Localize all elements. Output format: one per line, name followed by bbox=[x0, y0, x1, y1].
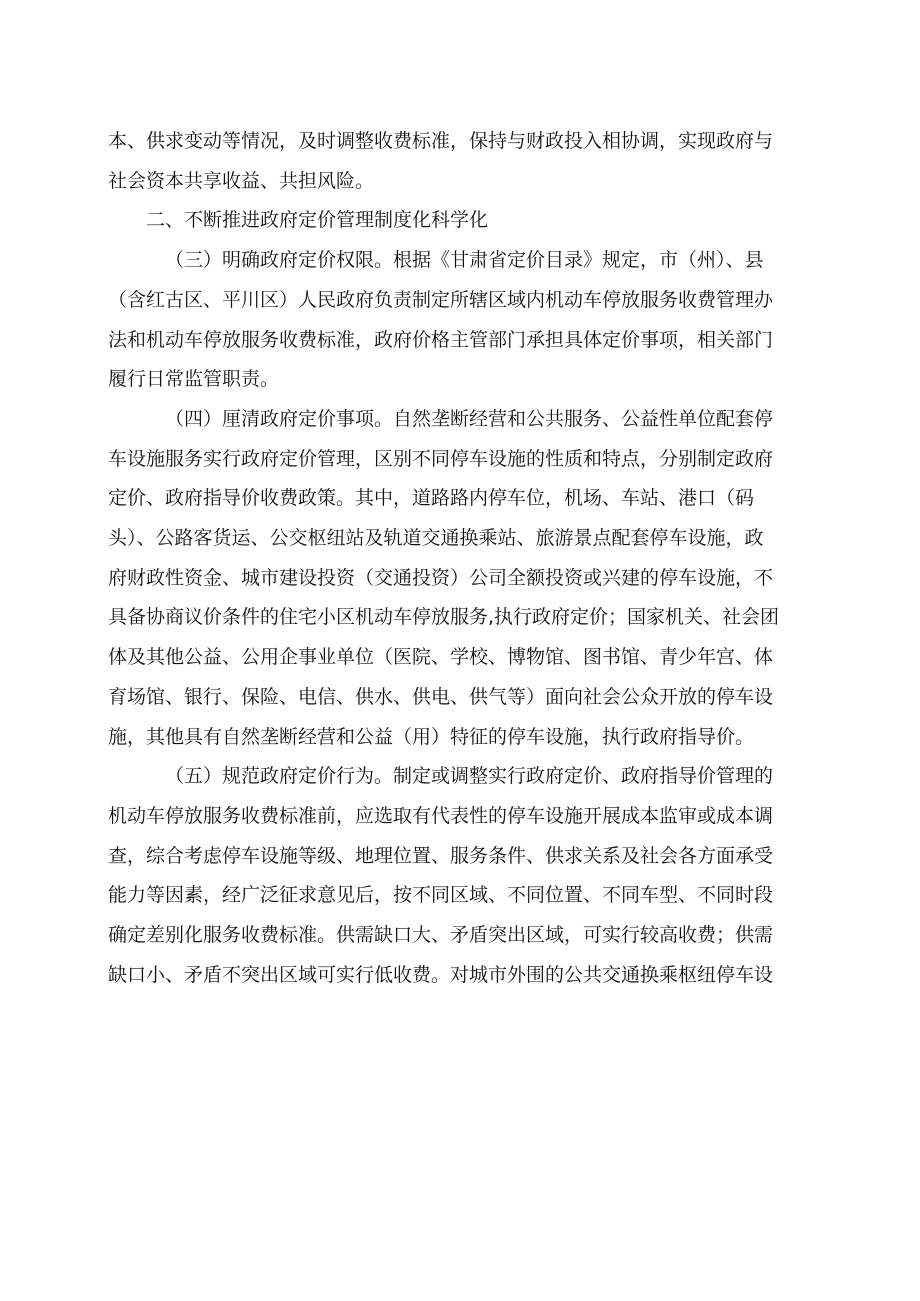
text-line: 头）、公路客货运、公交枢纽站及轨道交通换乘站、旅游景点配套停车设施，政 bbox=[108, 527, 764, 550]
text-line: 社会资本共享收益、共担风险。 bbox=[108, 169, 375, 192]
paragraph-item-4 bbox=[108, 400, 813, 757]
paragraph-item-3 bbox=[108, 241, 813, 400]
text-line: 查，综合考虑停车设施等级、地理位置、服务条件、供求关系及社会各方面承受 bbox=[108, 844, 774, 867]
text-line: 法和机动车停放服务收费标准，政府价格主管部门承担具体定价事项，相关部门 bbox=[108, 328, 774, 351]
text-line: 府财政性资金、城市建设投资（交通投资）公司全额投资或兴建的停车设施，不 bbox=[108, 566, 774, 589]
text-line: （三）明确政府定价权限。根据《甘肃省定价目录》规定，市（州）、县 bbox=[165, 249, 764, 272]
text-line: 缺口小、矛盾不突出区域可实行低收费。对城市外围的公共交通换乘枢纽停车设 bbox=[108, 963, 774, 986]
text-line: 确定差别化服务收费标准。供需缺口大、矛盾突出区域，可实行较高收费；供需 bbox=[108, 924, 774, 947]
text-line: （含红古区、平川区）人民政府负责制定所辖区域内机动车停放服务收费管理办 bbox=[108, 288, 774, 311]
text-line: 具备协商议价条件的住宅小区机动车停放服务,执行政府定价；国家机关、社会团 bbox=[108, 606, 780, 629]
text-line: 施，其他具有自然垄断经营和公益（用）特征的停车设施，执行政府指导价。 bbox=[108, 725, 755, 748]
text-line: （五）规范政府定价行为。制定或调整实行政府定价、政府指导价管理的 bbox=[165, 765, 774, 788]
text-line: 定价、政府指导价收费政策。其中，道路路内停车位，机场、车站、港口（码 bbox=[108, 487, 755, 510]
paragraph-continuation bbox=[108, 122, 813, 201]
paragraph-item-5 bbox=[108, 757, 813, 995]
text-line: 车设施服务实行政府定价管理，区别不同停车设施的性质和特点，分别制定政府 bbox=[108, 447, 774, 470]
text-line: 机动车停放服务收费标准前，应选取有代表性的停车设施开展成本监审或成本调 bbox=[108, 804, 774, 827]
section-heading bbox=[108, 201, 813, 241]
text-line: 体及其他公益、公用企事业单位（医院、学校、博物馆、图书馆、青少年宫、体 bbox=[108, 646, 774, 669]
document-body bbox=[108, 122, 813, 995]
text-line: 履行日常监管职责。 bbox=[108, 368, 280, 391]
text-line: 能力等因素，经广泛征求意见后，按不同区域、不同位置、不同车型、不同时段 bbox=[108, 884, 774, 907]
text-line: 本、供求变动等情况，及时调整收费标准，保持与财政投入相协调，实现政府与 bbox=[108, 130, 774, 152]
text-line: 育场馆、银行、保险、电信、供水、供电、供气等）面向社会公众开放的停车设 bbox=[108, 685, 774, 708]
heading-text: 二、不断推进政府定价管理制度化科学化 bbox=[146, 209, 489, 232]
text-line: （四）厘清政府定价事项。自然垄断经营和公共服务、公益性单位配套停 bbox=[165, 407, 774, 430]
